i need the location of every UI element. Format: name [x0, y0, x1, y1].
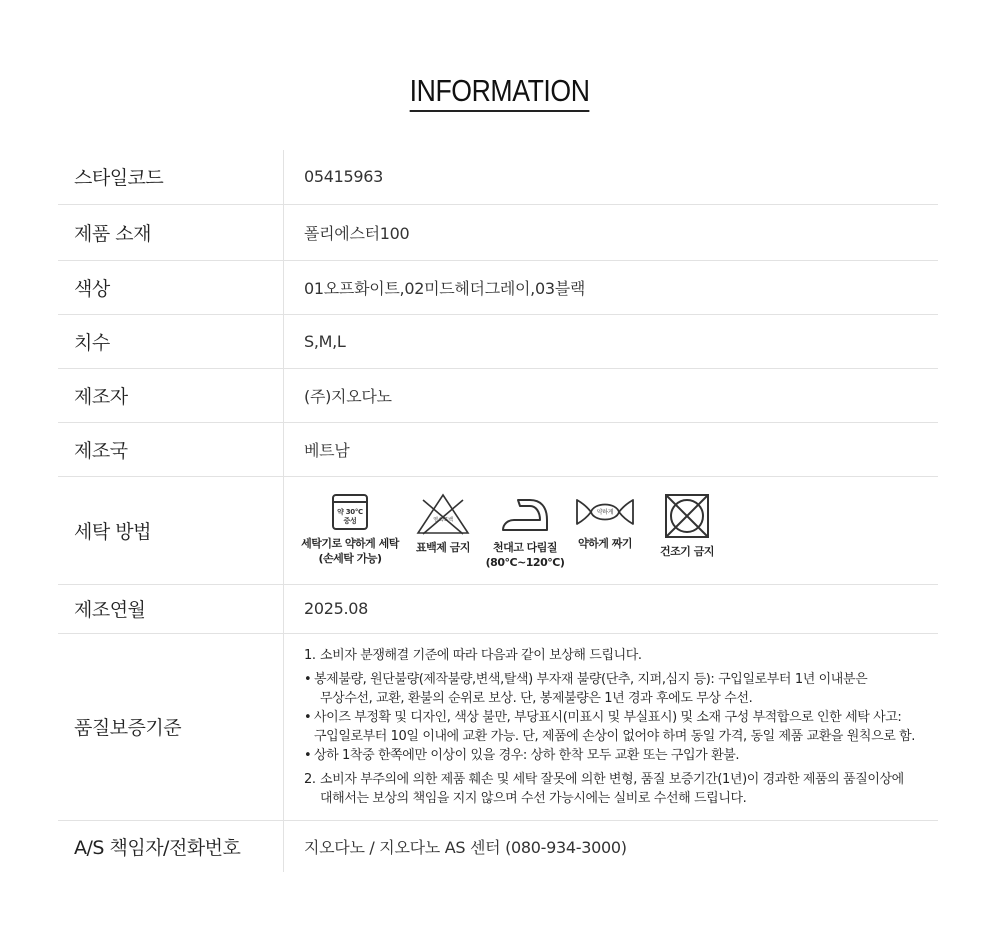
value-style-code: 05415963 — [284, 150, 939, 204]
care-item-dry — [644, 492, 730, 559]
label-date: 제조연월 — [58, 584, 284, 633]
row-country — [58, 422, 938, 476]
quality-bullet-1 — [304, 670, 937, 689]
care-label-wash-line2: (손세탁 가능) — [318, 552, 382, 565]
row-as — [58, 820, 938, 872]
label-country: 제조국 — [58, 422, 284, 476]
wash-temp-text: 약 30°C — [337, 508, 363, 516]
label-material: 제품 소재 — [58, 204, 284, 260]
quality-text — [304, 646, 937, 808]
value-material: 폴리에스터100 — [284, 204, 939, 260]
row-quality — [58, 633, 938, 820]
care-label-wring-line1: 약하게 짜기 — [578, 537, 632, 550]
care-label-dry — [660, 544, 714, 559]
label-as: A/S 책임자/전화번호 — [74, 836, 241, 859]
quality-bullet-3-text: 상하 1착중 한쪽에만 이상이 있을 경우: 상하 한착 모두 교환 또는 구입가 환불. — [314, 747, 740, 763]
care-label-iron-line1: 천대고 다림질 — [492, 541, 558, 554]
care-item-bleach — [402, 492, 484, 555]
quality-bullet-2 — [304, 708, 937, 727]
quality-item-1 — [304, 646, 937, 665]
quality-bullet-1-mark: • — [304, 671, 312, 687]
quality-item-1-num: 1. — [304, 647, 316, 663]
quality-bullet-3 — [304, 746, 937, 765]
value-wash — [284, 476, 939, 584]
quality-item-2-num: 2. — [304, 771, 316, 787]
value-color: 01오프화이트,02미드헤더그레이,03블랙 — [284, 260, 939, 314]
care-label-wash-line1: 세탁기로 약하게 세탁 — [301, 537, 399, 550]
info-table — [58, 150, 938, 872]
row-style-code — [58, 150, 938, 204]
label-size: 치수 — [58, 314, 284, 368]
quality-item-2-line2: 대해서는 보상의 책임을 지지 않으며 수선 가능시에는 실비로 수선해 드립니다. — [320, 790, 747, 806]
label-color: 색상 — [58, 260, 284, 314]
quality-bullet-2-line2: 구입일로부터 10일 이내에 교환 가능. 단, 제품에 손상이 없어야 하며 동일 가격, 동일 제품 교환을 원칙으로 함. — [314, 728, 916, 744]
value-maker: (주)지오다노 — [284, 368, 939, 422]
wring-inner-text: 약하게 — [596, 509, 614, 516]
label-style-code: 스타일코드 — [58, 150, 284, 204]
quality-item-2 — [304, 770, 937, 789]
value-as: 지오다노 / 지오다노 AS 센터 (080-934-3000) — [284, 820, 939, 872]
row-maker — [58, 368, 938, 422]
care-item-wash — [298, 492, 402, 566]
care-item-iron — [484, 492, 566, 570]
care-item-wring — [566, 492, 644, 551]
care-label-bleach-line1: 표백제 금지 — [416, 541, 470, 554]
wash-tub-30c-icon — [330, 492, 370, 532]
row-date — [58, 584, 938, 633]
quality-bullet-2-mark: • — [304, 709, 312, 725]
care-label-iron — [486, 540, 565, 570]
page-title: INFORMATION — [410, 72, 590, 112]
bleach-inner-text: 염소/표백 — [433, 517, 453, 523]
value-country: 베트남 — [284, 422, 939, 476]
label-quality: 품질보증기준 — [58, 633, 284, 820]
quality-item-1-text: 소비자 분쟁해결 기준에 따라 다음과 같이 보상해 드립니다. — [320, 647, 642, 663]
label-wash: 세탁 방법 — [58, 476, 284, 584]
wash-sub-text: 중성 — [343, 517, 357, 525]
care-label-bleach — [416, 540, 470, 555]
quality-item-2-line1: 소비자 부주의에 의한 제품 훼손 및 세탁 잘못에 의한 변형, 품질 보증기간(1년)이 경과한 제품의 품질이상에 — [320, 771, 904, 787]
no-bleach-icon — [415, 492, 471, 536]
iron-icon — [500, 492, 550, 536]
value-quality — [284, 633, 939, 820]
quality-bullet-3-mark: • — [304, 747, 312, 763]
title-wrap — [0, 72, 1000, 112]
care-label-iron-line2: (80°C~120°C) — [485, 556, 565, 569]
care-label-wring — [578, 536, 632, 551]
row-color — [58, 260, 938, 314]
row-size — [58, 314, 938, 368]
row-wash — [58, 476, 938, 584]
quality-bullet-1-line1: 봉제불량, 원단불량(제작불량,변색,탈색) 부자재 불량(단추, 지퍼,심지 등): 구입일로부터 1년 이내분은 — [314, 671, 868, 687]
value-size: S,M,L — [284, 314, 939, 368]
label-maker: 제조자 — [58, 368, 284, 422]
quality-bullet-2-line1: 사이즈 부정확 및 디자인, 색상 불만, 부당표시(미표시 및 부실표시) 및 소재 구성 부적합으로 인한 세탁 사고: — [314, 709, 902, 725]
care-icons — [298, 490, 937, 570]
row-material — [58, 204, 938, 260]
wring-icon — [574, 492, 636, 532]
care-label-dry-line1: 건조기 금지 — [660, 545, 714, 558]
no-tumble-dry-icon — [663, 492, 711, 540]
quality-bullet-1-line2: 무상수선, 교환, 환불의 순위로 보상. 단, 봉제불량은 1년 경과 후에도 무상 수선. — [320, 690, 753, 706]
care-label-wash — [301, 536, 399, 566]
value-date: 2025.08 — [284, 584, 939, 633]
